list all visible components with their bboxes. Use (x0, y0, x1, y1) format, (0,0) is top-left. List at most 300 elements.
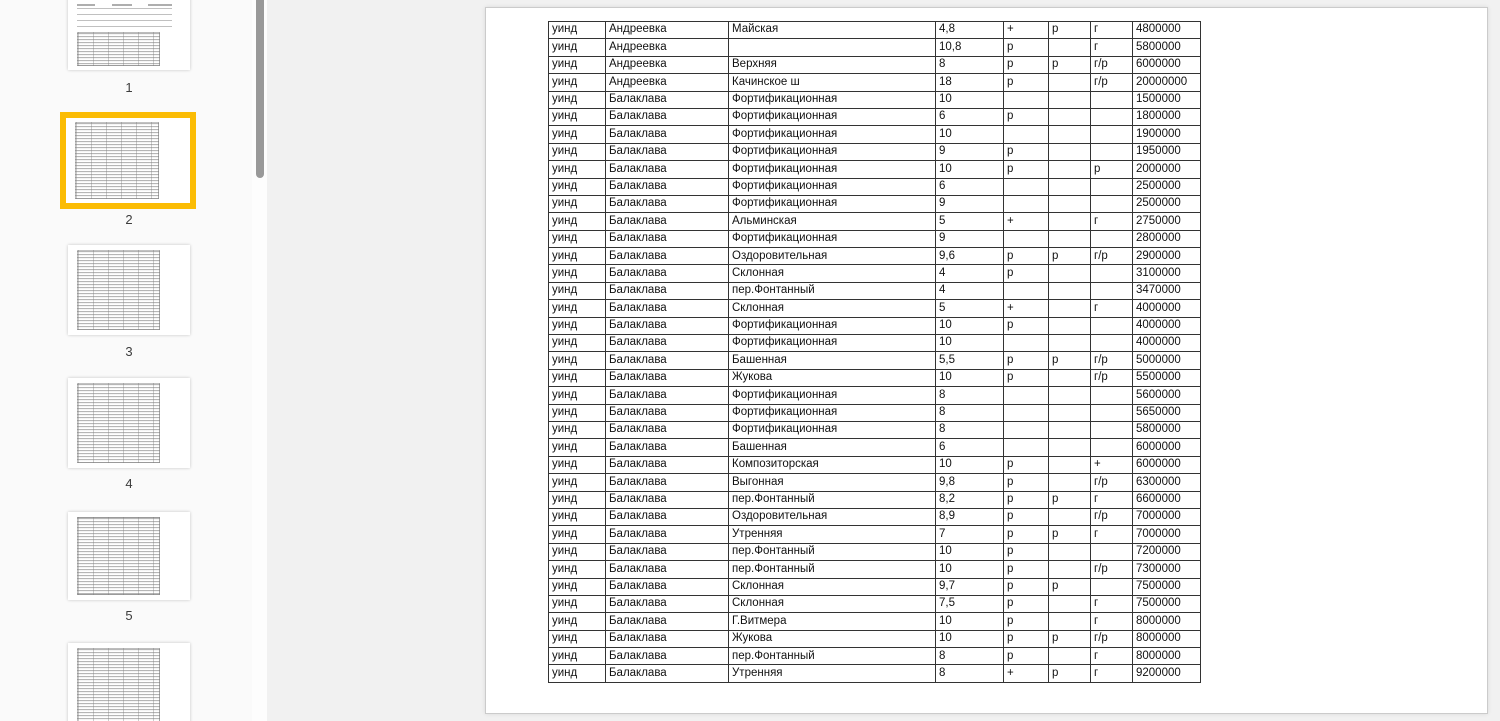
table-cell: Фортификационная (729, 143, 936, 160)
table-cell: 8 (936, 56, 1004, 73)
table-cell: г (1091, 491, 1133, 508)
table-cell: Оздоровительная (729, 248, 936, 265)
table-row (549, 300, 1201, 317)
table-row (549, 456, 1201, 473)
table-cell: 20000000 (1133, 74, 1201, 91)
table-cell: Склонная (729, 265, 936, 282)
table-row (549, 230, 1201, 247)
table-cell: 5500000 (1133, 369, 1201, 386)
table-cell: пер.Фонтанный (729, 648, 936, 665)
table-cell (1049, 213, 1091, 230)
table-cell: Балаклава (606, 578, 729, 595)
table-cell (1091, 578, 1133, 595)
thumbnail-mini-table (77, 648, 160, 721)
page-number-label: 1 (125, 80, 133, 95)
table-row (549, 648, 1201, 665)
table-cell: Балаклава (606, 648, 729, 665)
table-cell: Андреевка (606, 39, 729, 56)
table-cell: + (1004, 300, 1049, 317)
table-cell: уинд (549, 491, 606, 508)
table-cell: Майская (729, 22, 936, 39)
table-cell (1004, 335, 1049, 352)
table-cell (1049, 387, 1091, 404)
table-cell (1004, 178, 1049, 195)
table-cell: Фортификационная (729, 230, 936, 247)
table-cell: уинд (549, 178, 606, 195)
table-cell: 8000000 (1133, 613, 1201, 630)
table-cell: Башенная (729, 352, 936, 369)
thumbnail-mini-table (77, 250, 160, 330)
table-cell (1049, 335, 1091, 352)
table-cell (1004, 230, 1049, 247)
thumbnail-mini-table (77, 383, 160, 463)
table-row (549, 369, 1201, 386)
table-cell: 10 (936, 543, 1004, 560)
table-cell: уинд (549, 213, 606, 230)
table-cell: Фортификационная (729, 195, 936, 212)
table-cell: Балаклава (606, 561, 729, 578)
table-cell: 10,8 (936, 39, 1004, 56)
table-cell: г (1091, 613, 1133, 630)
table-cell: 7200000 (1133, 543, 1201, 560)
table-cell: уинд (549, 248, 606, 265)
table-cell: г (1091, 213, 1133, 230)
table-cell (1049, 195, 1091, 212)
table-cell: 9200000 (1133, 665, 1201, 682)
table-row (549, 56, 1201, 73)
table-cell: пер.Фонтанный (729, 543, 936, 560)
table-cell: 5000000 (1133, 352, 1201, 369)
table-cell: Балаклава (606, 300, 729, 317)
table-cell: 10 (936, 369, 1004, 386)
table-cell: уинд (549, 282, 606, 299)
table-cell: 5800000 (1133, 39, 1201, 56)
sidebar-scrollbar-track[interactable] (252, 0, 267, 721)
table-cell: Балаклава (606, 387, 729, 404)
table-cell (1091, 317, 1133, 334)
table-cell (1091, 387, 1133, 404)
table-cell: Балаклава (606, 248, 729, 265)
table-cell: 6000000 (1133, 456, 1201, 473)
table-cell: Фортификационная (729, 108, 936, 125)
table-cell: 5800000 (1133, 421, 1201, 438)
table-cell: + (1004, 665, 1049, 682)
table-row (549, 387, 1201, 404)
table-cell: Андреевка (606, 22, 729, 39)
table-cell: Балаклава (606, 195, 729, 212)
table-cell: Балаклава (606, 161, 729, 178)
table-cell: 6300000 (1133, 474, 1201, 491)
table-row (549, 74, 1201, 91)
table-cell: р (1004, 369, 1049, 386)
table-cell: + (1091, 456, 1133, 473)
table-cell: 8000000 (1133, 630, 1201, 647)
table-cell: Жукова (729, 630, 936, 647)
table-cell: 10 (936, 335, 1004, 352)
table-cell: Балаклава (606, 126, 729, 143)
table-row (549, 195, 1201, 212)
table-cell (1049, 439, 1091, 456)
table-cell: г/р (1091, 369, 1133, 386)
table-cell: Андреевка (606, 56, 729, 73)
table-cell (1004, 126, 1049, 143)
table-cell: р (1049, 630, 1091, 647)
table-cell: 10 (936, 161, 1004, 178)
table-cell: р (1004, 526, 1049, 543)
scrollbar-thumb[interactable] (256, 0, 264, 178)
table-cell: Балаклава (606, 543, 729, 560)
table-cell (1091, 404, 1133, 421)
table-cell: 8 (936, 421, 1004, 438)
table-cell (1049, 143, 1091, 160)
table-cell: Склонная (729, 595, 936, 612)
table-cell: 3470000 (1133, 282, 1201, 299)
table-cell (1004, 282, 1049, 299)
table-cell: 7500000 (1133, 595, 1201, 612)
table-cell: г (1091, 595, 1133, 612)
table-cell (1091, 195, 1133, 212)
table-cell: р (1049, 248, 1091, 265)
table-cell (1091, 265, 1133, 282)
table-cell: 8,9 (936, 508, 1004, 525)
table-cell: г (1091, 526, 1133, 543)
table-cell: г/р (1091, 352, 1133, 369)
table-cell: Балаклава (606, 421, 729, 438)
table-cell: 7,5 (936, 595, 1004, 612)
table-cell: 10 (936, 126, 1004, 143)
table-cell: Фортификационная (729, 161, 936, 178)
table-cell: г/р (1091, 248, 1133, 265)
table-cell: Балаклава (606, 613, 729, 630)
table-cell: 8000000 (1133, 648, 1201, 665)
table-cell: г (1091, 22, 1133, 39)
thumbnail-header-bar (77, 4, 95, 6)
table-cell: Верхняя (729, 56, 936, 73)
table-cell (1091, 543, 1133, 560)
table-cell: 7000000 (1133, 508, 1201, 525)
table-cell: 4800000 (1133, 22, 1201, 39)
table-row (549, 161, 1201, 178)
table-cell: 3100000 (1133, 265, 1201, 282)
table-cell: Качинское ш (729, 74, 936, 91)
table-cell: 9 (936, 230, 1004, 247)
table-cell: 6600000 (1133, 491, 1201, 508)
table-cell: р (1004, 56, 1049, 73)
table-cell: уинд (549, 526, 606, 543)
table-cell (1049, 300, 1091, 317)
table-cell (1049, 508, 1091, 525)
table-cell: 6 (936, 439, 1004, 456)
table-cell (1091, 178, 1133, 195)
table-cell: уинд (549, 508, 606, 525)
table-cell: Балаклава (606, 508, 729, 525)
table-cell: пер.Фонтанный (729, 491, 936, 508)
table-cell: Балаклава (606, 213, 729, 230)
table-cell: уинд (549, 561, 606, 578)
table-cell: уинд (549, 352, 606, 369)
table-cell (1004, 387, 1049, 404)
table-cell (1049, 317, 1091, 334)
table-row (549, 108, 1201, 125)
table-cell: 5600000 (1133, 387, 1201, 404)
table-cell: Балаклава (606, 665, 729, 682)
table-cell (1049, 161, 1091, 178)
table-cell: Склонная (729, 300, 936, 317)
table-cell: Балаклава (606, 439, 729, 456)
table-cell: 10 (936, 456, 1004, 473)
table-row (549, 265, 1201, 282)
table-cell: г (1091, 300, 1133, 317)
table-cell (1049, 230, 1091, 247)
table-cell: 10 (936, 613, 1004, 630)
page-thumbnail-4[interactable] (68, 378, 190, 468)
table-cell: р (1049, 56, 1091, 73)
table-cell: 10 (936, 91, 1004, 108)
table-cell: уинд (549, 613, 606, 630)
table-cell: р (1049, 352, 1091, 369)
table-cell: уинд (549, 648, 606, 665)
table-cell: г/р (1091, 561, 1133, 578)
table-cell: 8 (936, 404, 1004, 421)
table-cell: 10 (936, 561, 1004, 578)
table-row (549, 352, 1201, 369)
table-cell (1004, 439, 1049, 456)
table-cell (1049, 648, 1091, 665)
table-cell: уинд (549, 161, 606, 178)
table-cell (1049, 456, 1091, 473)
table-cell: уинд (549, 335, 606, 352)
table-cell (1091, 230, 1133, 247)
table-cell: 2800000 (1133, 230, 1201, 247)
table-cell: Фортификационная (729, 317, 936, 334)
table-row (549, 178, 1201, 195)
table-row (549, 439, 1201, 456)
table-cell: уинд (549, 543, 606, 560)
table-row (549, 578, 1201, 595)
table-row (549, 665, 1201, 682)
table-row (549, 248, 1201, 265)
table-cell: р (1004, 578, 1049, 595)
table-cell: р (1049, 665, 1091, 682)
table-cell: 7 (936, 526, 1004, 543)
table-cell: 6000000 (1133, 439, 1201, 456)
table-cell: Г.Витмера (729, 613, 936, 630)
table-cell: 9,7 (936, 578, 1004, 595)
table-cell: Балаклава (606, 369, 729, 386)
table-cell: уинд (549, 578, 606, 595)
table-cell: 9 (936, 143, 1004, 160)
table-cell: р (1004, 613, 1049, 630)
table-cell: р (1004, 595, 1049, 612)
page-number-label: 2 (125, 212, 133, 227)
table-cell: уинд (549, 126, 606, 143)
table-cell: уинд (549, 665, 606, 682)
table-cell: г/р (1091, 508, 1133, 525)
table-cell (1049, 543, 1091, 560)
table-cell: 9,6 (936, 248, 1004, 265)
table-cell (1091, 439, 1133, 456)
table-cell: Альминская (729, 213, 936, 230)
table-cell: уинд (549, 456, 606, 473)
table-cell: Жукова (729, 369, 936, 386)
table-cell: 9,8 (936, 474, 1004, 491)
table-cell: Композиторская (729, 456, 936, 473)
table-cell: Оздоровительная (729, 508, 936, 525)
table-row (549, 39, 1201, 56)
table-cell: + (1004, 213, 1049, 230)
table-cell: 7000000 (1133, 526, 1201, 543)
table-row (549, 126, 1201, 143)
table-row (549, 213, 1201, 230)
table-cell: р (1004, 248, 1049, 265)
table-row (549, 404, 1201, 421)
table-cell: 2500000 (1133, 178, 1201, 195)
table-cell: Балаклава (606, 404, 729, 421)
page-thumbnail-1[interactable] (68, 0, 190, 70)
table-cell: Балаклава (606, 595, 729, 612)
table-cell: уинд (549, 39, 606, 56)
table-cell: Фортификационная (729, 335, 936, 352)
table-cell: уинд (549, 317, 606, 334)
table-cell: р (1091, 161, 1133, 178)
table-cell: р (1049, 22, 1091, 39)
document-page (485, 7, 1488, 714)
table-cell: г (1091, 665, 1133, 682)
table-cell: уинд (549, 22, 606, 39)
table-cell: р (1004, 161, 1049, 178)
table-cell (1004, 404, 1049, 421)
page-thumbnail-6[interactable] (68, 643, 190, 721)
table-cell: Фортификационная (729, 387, 936, 404)
table-row (549, 595, 1201, 612)
table-cell: Балаклава (606, 143, 729, 160)
table-cell: р (1004, 561, 1049, 578)
table-cell: 2900000 (1133, 248, 1201, 265)
table-cell: р (1004, 543, 1049, 560)
table-cell: 2500000 (1133, 195, 1201, 212)
table-cell (1049, 369, 1091, 386)
table-cell: 2750000 (1133, 213, 1201, 230)
table-cell: р (1004, 74, 1049, 91)
table-cell: Балаклава (606, 335, 729, 352)
table-cell: 7300000 (1133, 561, 1201, 578)
table-cell: Выгонная (729, 474, 936, 491)
table-row (549, 561, 1201, 578)
page-number-label: 3 (125, 344, 133, 359)
table-cell: Андреевка (606, 74, 729, 91)
table-cell (729, 39, 936, 56)
table-cell: Фортификационная (729, 91, 936, 108)
page-thumbnail-5[interactable] (68, 512, 190, 600)
table-cell (1049, 595, 1091, 612)
page-thumbnail-2-selected[interactable] (60, 112, 196, 209)
table-cell: уинд (549, 195, 606, 212)
table-cell: 18 (936, 74, 1004, 91)
thumbnail-sidebar (0, 0, 252, 721)
table-cell: уинд (549, 474, 606, 491)
table-cell (1049, 265, 1091, 282)
table-cell (1004, 195, 1049, 212)
table-cell: р (1004, 143, 1049, 160)
table-cell (1004, 421, 1049, 438)
table-cell: Балаклава (606, 230, 729, 247)
table-cell: 1500000 (1133, 91, 1201, 108)
thumbnail-mini-table (77, 32, 160, 66)
table-cell: р (1004, 39, 1049, 56)
table-cell: уинд (549, 230, 606, 247)
table-cell: 5650000 (1133, 404, 1201, 421)
table-row (549, 508, 1201, 525)
table-row (549, 526, 1201, 543)
table-row (549, 317, 1201, 334)
table-row (549, 335, 1201, 352)
table-row (549, 613, 1201, 630)
thumbnail-mini-table (75, 122, 159, 199)
table-cell: Балаклава (606, 474, 729, 491)
table-cell: 10 (936, 630, 1004, 647)
table-cell: 6 (936, 178, 1004, 195)
table-cell: Балаклава (606, 526, 729, 543)
table-cell: 4 (936, 282, 1004, 299)
table-cell (1049, 404, 1091, 421)
table-cell (1091, 421, 1133, 438)
table-cell: уинд (549, 74, 606, 91)
table-cell: Балаклава (606, 282, 729, 299)
table-cell: г (1091, 648, 1133, 665)
table-cell: Утренняя (729, 665, 936, 682)
table-cell: пер.Фонтанный (729, 561, 936, 578)
table-cell: 4000000 (1133, 317, 1201, 334)
table-row (549, 474, 1201, 491)
table-row (549, 22, 1201, 39)
page-thumbnail-3[interactable] (68, 245, 190, 335)
table-cell (1049, 108, 1091, 125)
table-cell: р (1049, 526, 1091, 543)
table-cell: 5 (936, 300, 1004, 317)
table-cell: 2000000 (1133, 161, 1201, 178)
table-cell (1091, 282, 1133, 299)
thumbnail-header-bar (112, 4, 132, 6)
table-cell: 4000000 (1133, 335, 1201, 352)
table-cell: Балаклава (606, 352, 729, 369)
table-cell (1049, 474, 1091, 491)
table-cell (1049, 421, 1091, 438)
table-cell (1049, 126, 1091, 143)
table-cell: р (1049, 491, 1091, 508)
table-cell: 9 (936, 195, 1004, 212)
table-cell: р (1004, 317, 1049, 334)
table-cell: Фортификационная (729, 421, 936, 438)
table-cell: 4,8 (936, 22, 1004, 39)
table-cell: Фортификационная (729, 404, 936, 421)
page-number-label: 4 (125, 476, 133, 491)
table-cell: р (1004, 474, 1049, 491)
table-cell: 4000000 (1133, 300, 1201, 317)
table-cell: р (1004, 630, 1049, 647)
table-cell: уинд (549, 421, 606, 438)
table-cell (1049, 613, 1091, 630)
table-cell: уинд (549, 369, 606, 386)
table-cell (1049, 282, 1091, 299)
table-cell: Балаклава (606, 491, 729, 508)
table-cell: уинд (549, 91, 606, 108)
table-cell: Балаклава (606, 265, 729, 282)
table-cell: 8 (936, 648, 1004, 665)
table-row (549, 421, 1201, 438)
table-cell: уинд (549, 439, 606, 456)
data-table (548, 21, 1201, 683)
table-cell: 8 (936, 387, 1004, 404)
